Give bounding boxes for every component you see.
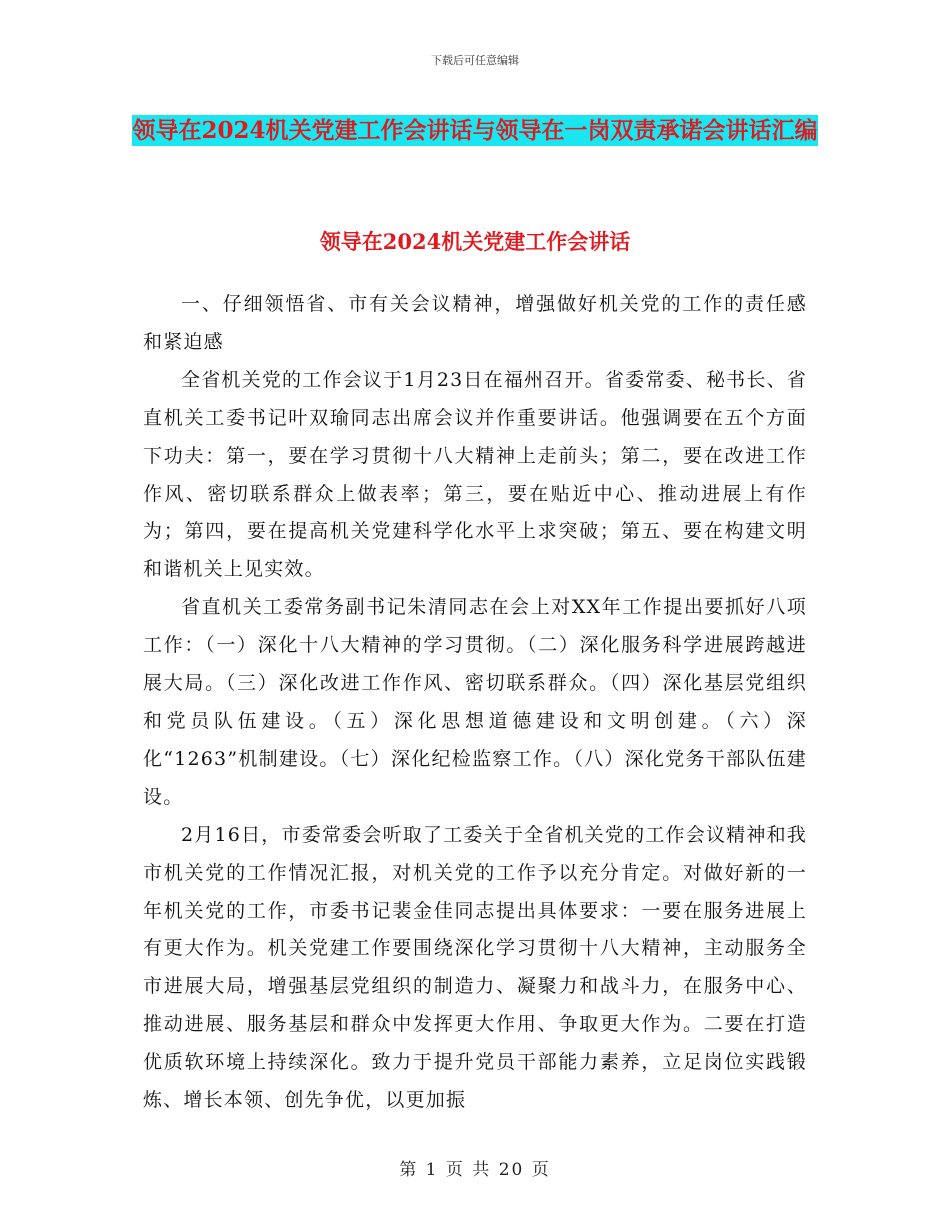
page-header-note: 下载后可任意编辑 [431,54,519,67]
section-title: 领导在2024机关党建工作会讲话 [319,229,631,254]
paragraph: 省直机关工委常务副书记朱清同志在会上对XX年工作提出要抓好八项工作：（一）深化十八大精神的学习贯彻。（二）深化服务科学进展跨越进展大局。（三）深化改进工作作风、密切联系群众。（四）深化基层党组织和党员队伍建设。（五）深化思想道德建设和文明创建。（六）深化“1263”机制建设。（七）深化纪检监察工作。（八）深化党务干部队伍建设。 [143,596,807,808]
document-title-text: 领导在2024机关党建工作会讲话与领导在一岗双责承诺会讲话汇编 [132,117,818,144]
paragraph: 全省机关党的工作会议于1月23日在福州召开。省委常委、秘书长、省直机关工委书记叶双瑜同志出席会议并作重要讲话。他强调要在五个方面下功夫：第一，要在学习贯彻十八大精神上走前头；第二，要在改进工作作风、密切联系群众上做表率；第三，要在贴近中心、推动进展上有作为；第四，要在提高机关党建科学化水平上求突破；第五、要在构建文明和谐机关上见实效。 [143,368,807,581]
paragraph: 2月16日，市委常委会听取了工委关于全省机关党的工作会议精神和我市机关党的工作情况汇报，对机关党的工作予以充分肯定。对做好新的一年机关党的工作，市委书记裴金佳同志提出具体要求：一要在服务进展上有更大作为。机关党建工作要围绕深化学习贯彻十八大精神，主动服务全市进展大局，增强基层党组织的制造力、凝聚力和战斗力，在服务中心、推动进展、服务基层和群众中发挥更大作用、争取更大作为。二要在打造优质软环境上持续深化。致力于提升党员干部能力素养，立足岗位实践锻炼、增长本领、创先争优，以更加振 [143,823,807,1112]
paragraph: 一、仔细领悟省、市有关会议精神，增强做好机关党的工作的责任感和紧迫感 [143,293,807,353]
page-number: 第 1 页 共 20 页 [399,1160,551,1180]
document-body [143,286,807,1120]
document-title [120,110,830,152]
